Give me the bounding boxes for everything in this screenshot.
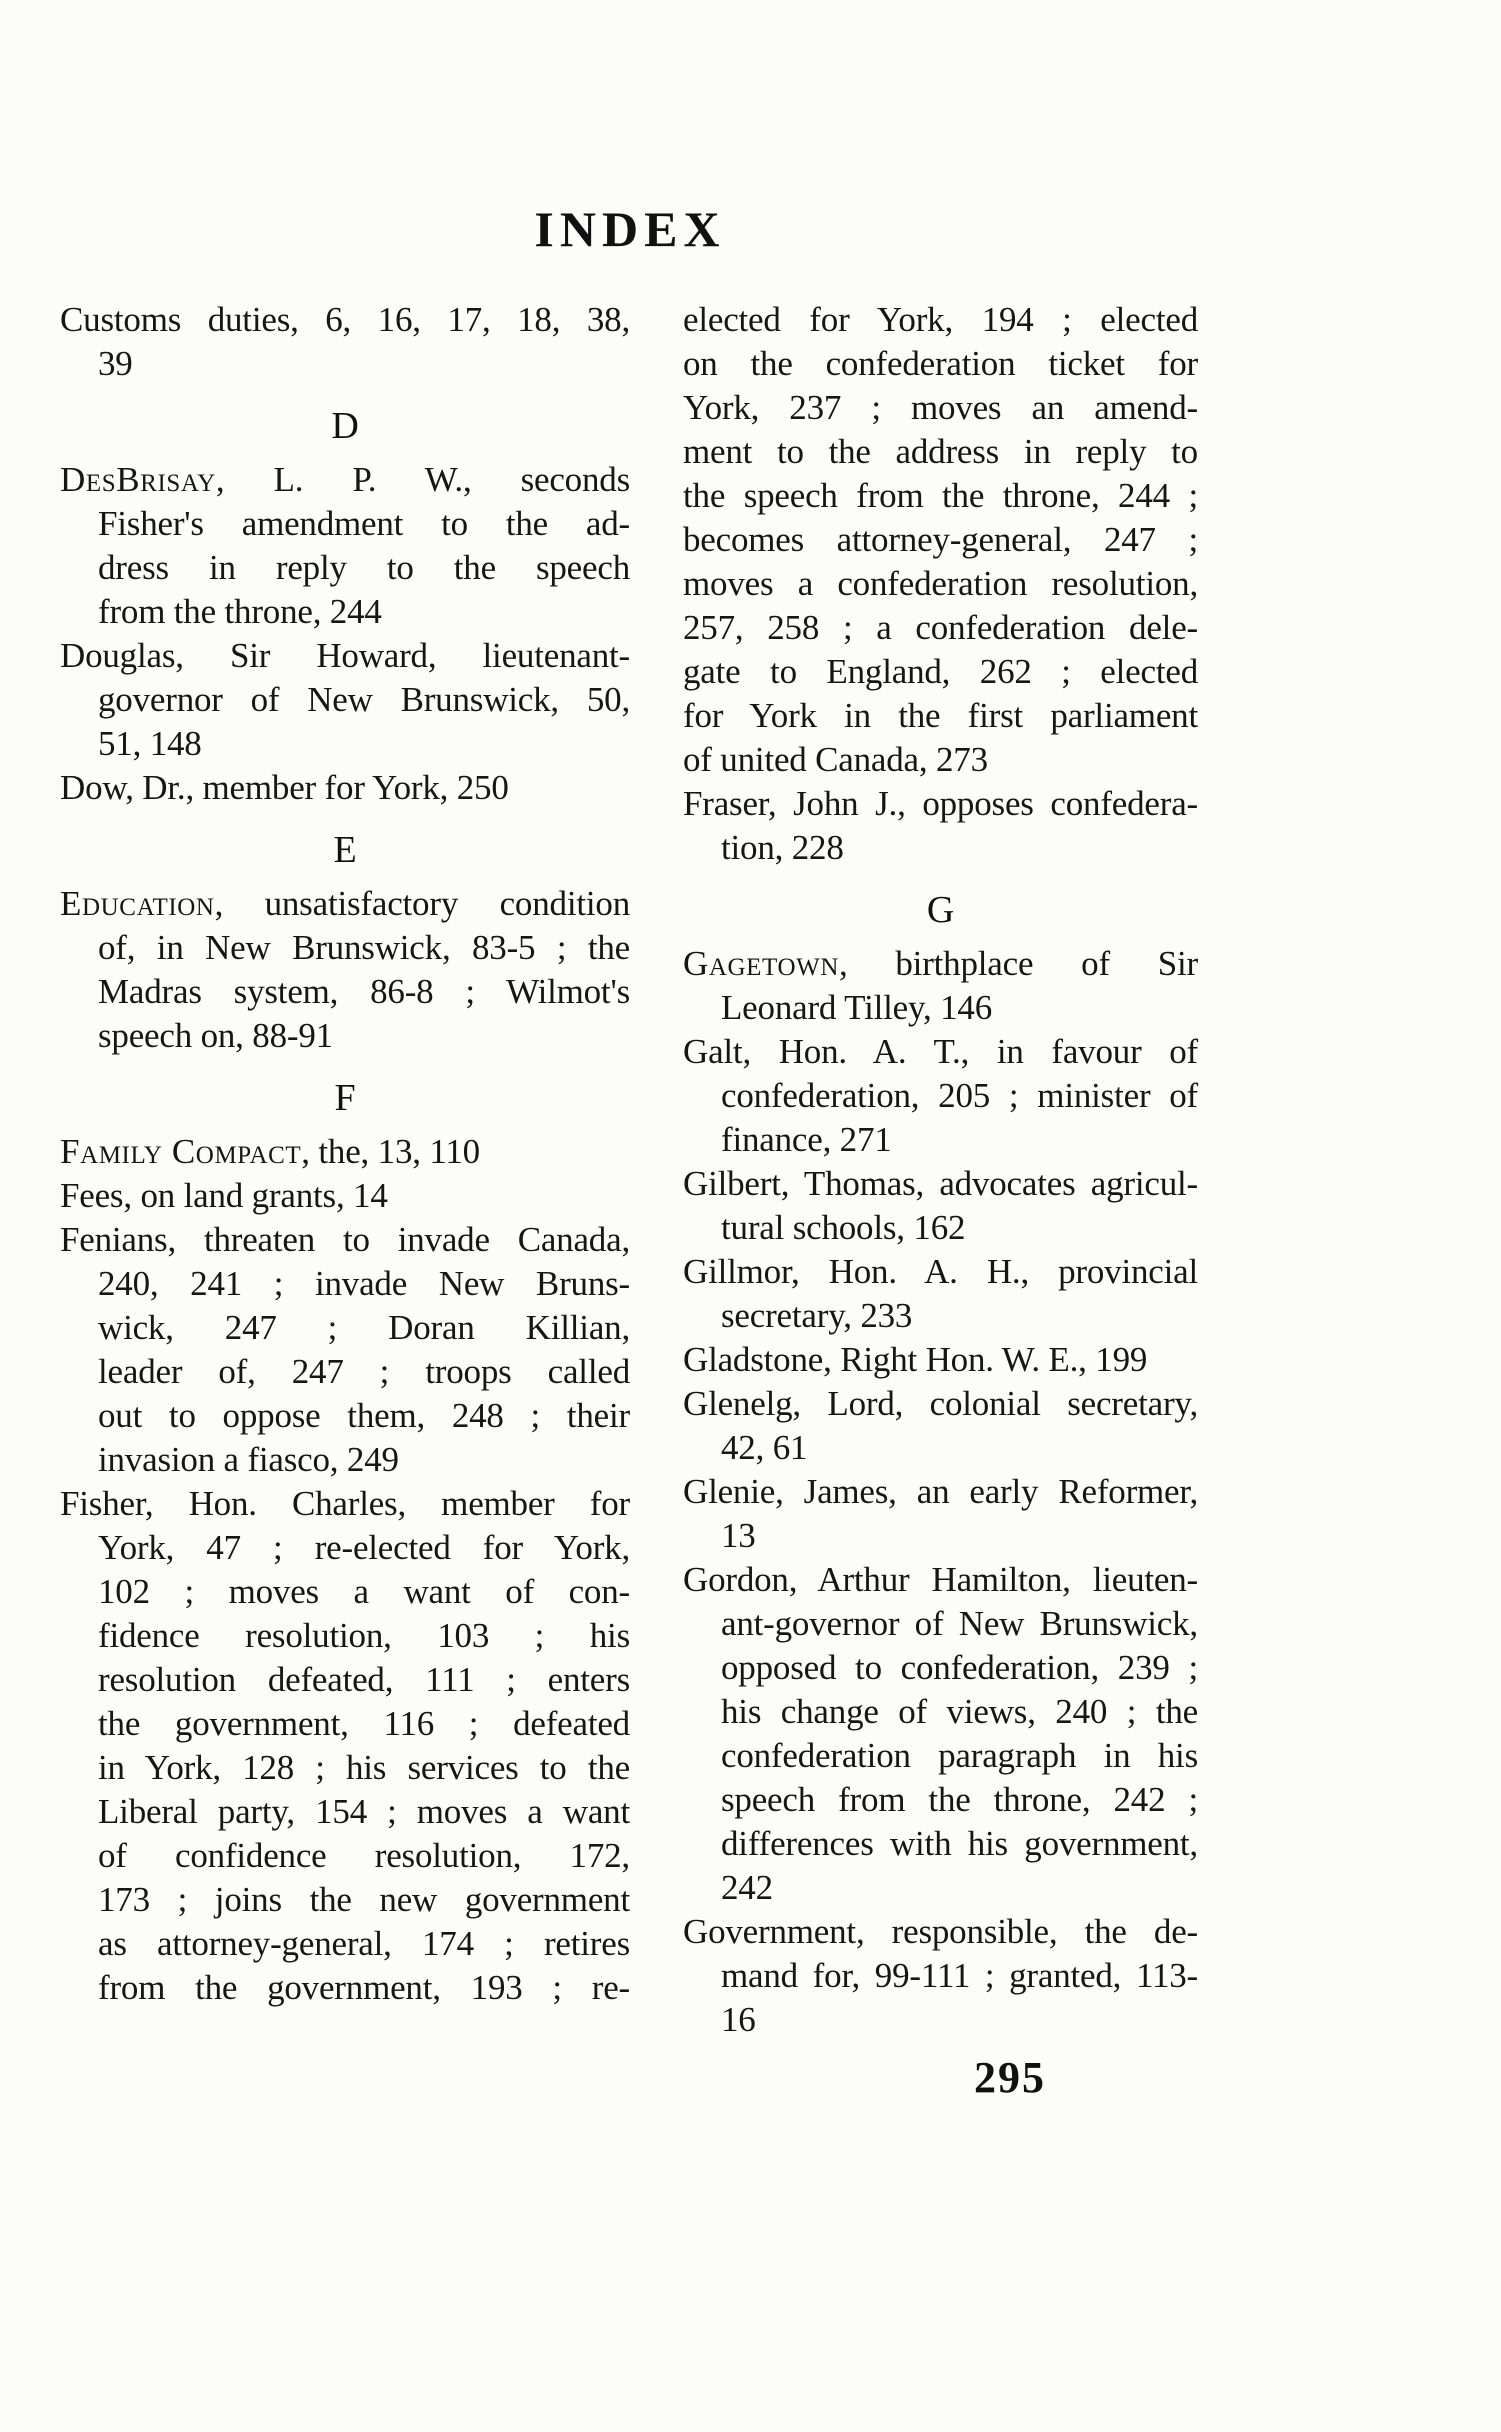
index-line: Leonard Tilley, 146 (721, 988, 993, 1027)
entry-lead: Gillmor (683, 1252, 792, 1291)
index-line: differences with his government, (721, 1824, 1198, 1863)
entry-lead: Fisher (60, 1484, 145, 1523)
index-line: leader of, 247 ; troops called (98, 1352, 630, 1391)
index-line (683, 298, 1198, 342)
index-entry (60, 1482, 630, 2010)
index-line (683, 1250, 1198, 1294)
index-line: from the throne, 244 (98, 592, 382, 631)
index-line: ant-governor of New Brunswick, (721, 1604, 1198, 1643)
index-line (60, 766, 630, 810)
index-line: 16 (721, 2000, 756, 2039)
index-line (60, 1174, 630, 1218)
index-entry (683, 1162, 1198, 1250)
section-heading-f: F (334, 1077, 356, 1119)
entry-text: , Thomas, advocates agricul- (780, 1164, 1198, 1203)
entry-text: , Right Hon. W. E., 199 (823, 1340, 1148, 1379)
index-line: confederation paragraph in his (721, 1736, 1198, 1775)
index-line: wick, 247 ; Doran Killian, (98, 1308, 630, 1347)
entry-lead: Dow (60, 768, 126, 807)
entry-text: , Dr., member for York, 250 (125, 768, 509, 807)
index-entry (60, 1130, 630, 1174)
index-line: Liberal party, 154 ; moves a want (98, 1792, 630, 1831)
index-line: of united Canada, 273 (683, 740, 988, 779)
index-line (683, 1338, 1198, 1382)
section-heading-e: E (333, 829, 357, 871)
index-line: mand for, 99-111 ; granted, 113- (721, 1956, 1198, 1995)
index-line: 240, 241 ; invade New Bruns- (98, 1264, 630, 1303)
entry-lead: Glenie (683, 1472, 776, 1511)
index-entry (60, 882, 630, 1058)
index-line: ment to the address in reply to (683, 432, 1198, 471)
index-entry (60, 458, 630, 634)
entry-lead: DesBrisay (60, 460, 216, 499)
index-line: 39 (98, 344, 133, 383)
index-line (60, 1482, 630, 1526)
index-line: governor of New Brunswick, 50, (98, 680, 630, 719)
entry-lead: Gordon (683, 1560, 789, 1599)
index-entry (683, 942, 1198, 1030)
index-line: confederation, 205 ; minister of (721, 1076, 1198, 1115)
entry-text: , Hon. Charles, member for (144, 1484, 630, 1523)
index-line: his change of views, 240 ; the (721, 1692, 1198, 1731)
index-line: of, in New Brunswick, 83-5 ; the (98, 928, 630, 967)
index-line: 102 ; moves a want of con- (98, 1572, 630, 1611)
index-line: secretary, 233 (721, 1296, 913, 1335)
index-line: moves a confederation resolution, (683, 564, 1198, 603)
entry-lead: Education (60, 884, 215, 923)
index-line: becomes attorney-general, 247 ; (683, 520, 1198, 559)
index-line: from the government, 193 ; re- (98, 1968, 630, 2007)
entry-lead: Family Compact (60, 1132, 302, 1171)
entry-text: , birthplace of Sir (838, 944, 1198, 983)
entry-text: , threaten to invade Canada, (167, 1220, 630, 1259)
entry-text: , the, 13, 110 (301, 1132, 480, 1171)
index-line: in York, 128 ; his services to the (98, 1748, 630, 1787)
entry-text: elected for York, 194 ; elected (683, 300, 1198, 339)
index-line (683, 1470, 1198, 1514)
index-entry (683, 1338, 1198, 1382)
index-entry (683, 1250, 1198, 1338)
entry-text: , Lord, colonial secretary, (792, 1384, 1198, 1423)
index-entry (683, 1030, 1198, 1162)
index-line (683, 1910, 1198, 1954)
index-line: 173 ; joins the new government (98, 1880, 630, 1919)
index-line (60, 882, 630, 926)
index-line: Madras system, 86-8 ; Wilmot's (98, 972, 630, 1011)
entry-lead: Customs duties (60, 300, 291, 339)
index-entry (683, 1558, 1198, 1910)
entry-text: , Arthur Hamilton, lieuten- (788, 1560, 1198, 1599)
entry-lead: Gagetown (683, 944, 839, 983)
index-line (683, 1382, 1198, 1426)
entry-text: , Sir Howard, lieutenant- (175, 636, 630, 675)
index-line: 242 (721, 1868, 773, 1907)
entry-lead: Fenians (60, 1220, 168, 1259)
index-line (60, 298, 630, 342)
index-line: opposed to confederation, 239 ; (721, 1648, 1198, 1687)
index-line: gate to England, 262 ; elected (683, 652, 1198, 691)
index-entry (60, 766, 630, 810)
index-line (60, 634, 630, 678)
index-line: 257, 258 ; a confederation dele- (683, 608, 1198, 647)
index-line (683, 942, 1198, 986)
entry-lead: Fees (60, 1176, 124, 1215)
index-line (60, 458, 630, 502)
index-entry (60, 634, 630, 766)
entry-lead: Galt (683, 1032, 743, 1071)
index-line: 42, 61 (721, 1428, 808, 1467)
entry-lead: Gladstone (683, 1340, 824, 1379)
index-line: 13 (721, 1516, 756, 1555)
index-entry (683, 1382, 1198, 1470)
entry-text: , Hon. A. H., provincial (791, 1252, 1198, 1291)
index-line (683, 1162, 1198, 1206)
index-line (683, 1558, 1198, 1602)
index-entry (683, 1910, 1198, 2042)
index-line: on the confederation ticket for (683, 344, 1198, 383)
entry-text: , James, an early Reformer, (775, 1472, 1198, 1511)
entry-lead: Fraser (683, 784, 768, 823)
index-line: finance, 271 (721, 1120, 892, 1159)
index-line: out to oppose them, 248 ; their (98, 1396, 630, 1435)
index-line: invasion a fiasco, 249 (98, 1440, 399, 1479)
index-entry (683, 298, 1198, 782)
entry-text: , responsible, the de- (855, 1912, 1198, 1951)
index-entry (60, 1174, 630, 1218)
index-line: speech from the throne, 242 ; (721, 1780, 1198, 1819)
index-entry (683, 1470, 1198, 1558)
index-line: as attorney-general, 174 ; retires (98, 1924, 630, 1963)
entry-lead: Gilbert (683, 1164, 781, 1203)
index-line: of confidence resolution, 172, (98, 1836, 630, 1875)
index-line: for York in the first parliament (683, 696, 1198, 735)
index-line: York, 237 ; moves an amend- (683, 388, 1198, 427)
page-title: INDEX (534, 201, 726, 257)
entry-text: , 6, 16, 17, 18, 38, (290, 300, 630, 339)
entry-lead: Douglas (60, 636, 176, 675)
index-line: resolution defeated, 111 ; enters (98, 1660, 630, 1699)
index-entry (60, 298, 630, 386)
index-line: York, 47 ; re-elected for York, (98, 1528, 630, 1567)
entry-lead: Government (683, 1912, 856, 1951)
index-entry (60, 1218, 630, 1482)
entry-text: , on land grants, 14 (123, 1176, 388, 1215)
entry-text: , John J., opposes confedera- (767, 784, 1198, 823)
index-column-left (60, 298, 630, 2010)
index-line: the government, 116 ; defeated (98, 1704, 630, 1743)
entry-lead: Glenelg (683, 1384, 793, 1423)
index-line: 51, 148 (98, 724, 202, 763)
entry-text: , unsatisfactory condition (214, 884, 630, 923)
index-line: tion, 228 (721, 828, 844, 867)
index-line (683, 1030, 1198, 1074)
section-heading-d: D (331, 405, 359, 447)
index-line: fidence resolution, 103 ; his (98, 1616, 630, 1655)
index-line (683, 782, 1198, 826)
index-line: the speech from the throne, 244 ; (683, 476, 1198, 515)
page-number: 295 (974, 2053, 1046, 2102)
index-line (60, 1130, 630, 1174)
entry-text: , Hon. A. T., in favour of (742, 1032, 1198, 1071)
section-heading-g: G (926, 889, 955, 931)
index-line: speech on, 88-91 (98, 1016, 333, 1055)
index-line: tural schools, 162 (721, 1208, 966, 1247)
entry-text: , L. P. W., seconds (215, 460, 630, 499)
index-line: Fisher's amendment to the ad- (98, 504, 630, 543)
index-column-right (683, 298, 1198, 2042)
index-entry (683, 782, 1198, 870)
index-line: dress in reply to the speech (98, 548, 630, 587)
index-line (60, 1218, 630, 1262)
